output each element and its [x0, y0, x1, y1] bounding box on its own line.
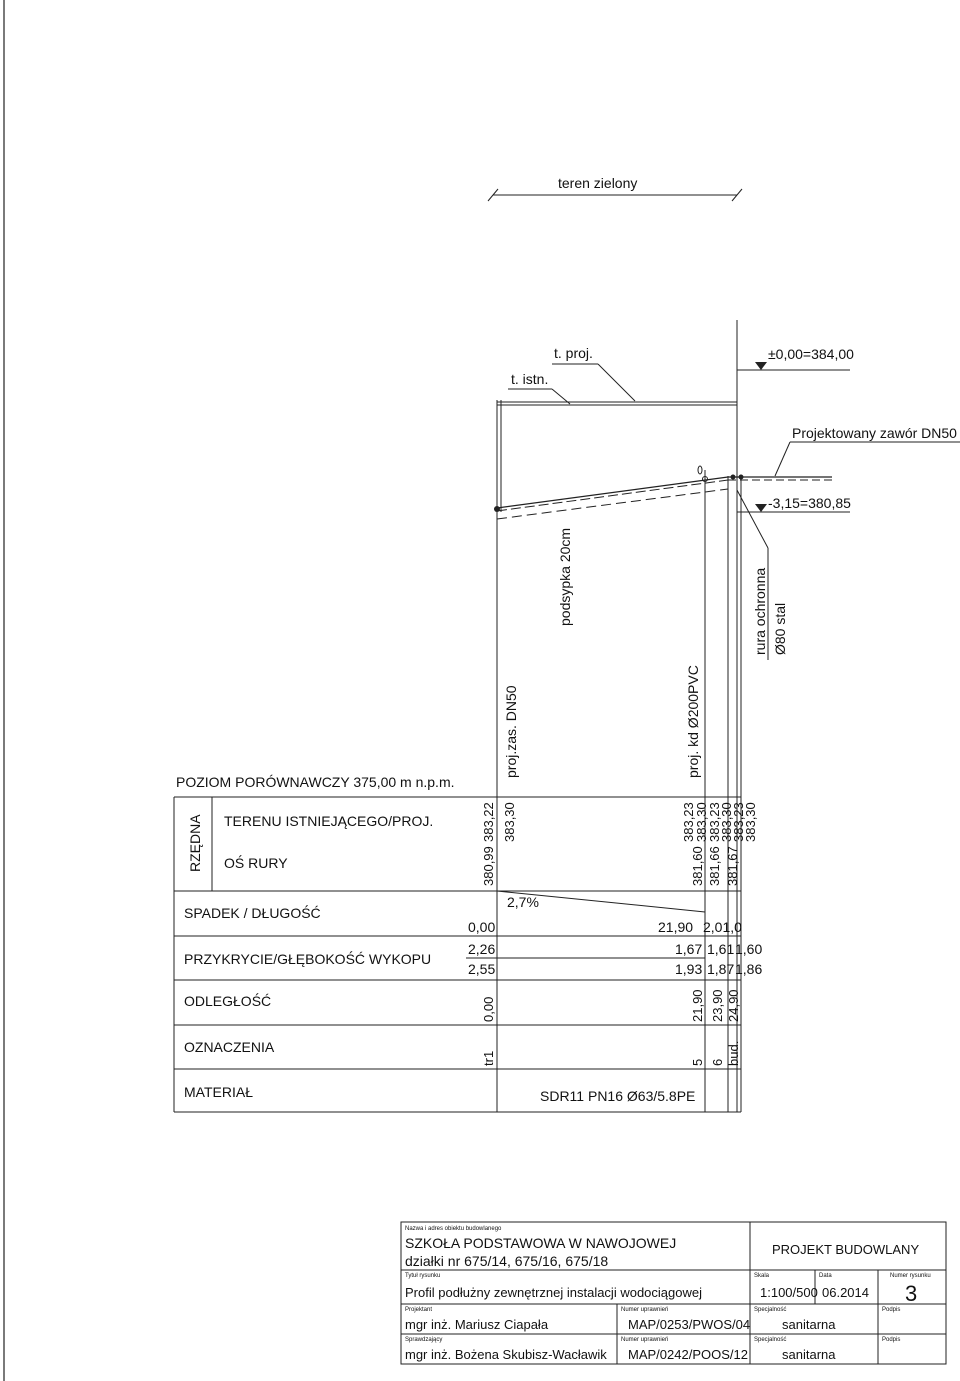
tytul-label: Tytuł rysunku: [405, 1273, 441, 1279]
ozn4: bud.: [726, 1040, 741, 1066]
rz3-t2: 383,30: [719, 802, 734, 842]
proj-kd-label: proj. kd Ø200PVC: [685, 665, 701, 778]
nr-value: 3: [905, 1281, 918, 1306]
rz3-t: 383,23: [707, 802, 722, 842]
len-start: 0,00: [468, 919, 496, 935]
rz1-t2: 383,30: [502, 802, 517, 842]
podsypka-label: podsypka 20cm: [557, 527, 573, 626]
terrain-label: teren zielony: [558, 175, 638, 191]
gl2: 1,93: [675, 961, 703, 977]
material-value: SDR11 PN16 Ø63/5.8PE: [540, 1088, 696, 1104]
upr1-value: MAP/0253/PWOS/04: [628, 1317, 751, 1332]
len-mid: 21,90: [658, 919, 694, 935]
terenu-label: TERENU ISTNIEJĄCEGO/PROJ.: [224, 813, 434, 829]
rz4-t: 383,23: [731, 802, 746, 842]
skala-label: Skala: [754, 1273, 770, 1279]
bottom-level-label: -3,15=380,85: [768, 495, 851, 511]
slope-value: 2,7%: [507, 894, 539, 910]
pipe-profile: [494, 466, 832, 519]
gl1: 2,55: [468, 961, 496, 977]
sprawdzajacy-label: Sprawdzający: [405, 1337, 443, 1343]
t-istn-label: t. istn.: [511, 371, 549, 387]
poziom-label: POZIOM PORÓWNAWCZY 375,00 m n.p.m.: [176, 774, 455, 790]
odl1: 0,00: [481, 996, 496, 1022]
rz1-t1: 383,22: [481, 802, 496, 842]
tytul-value: Profil podłużny zewnętrznej instalacji wodociągowej: [405, 1285, 702, 1300]
spec1-label: Specjalność: [754, 1307, 787, 1313]
rz3-os: 381,66: [707, 846, 722, 886]
ozn2: 5: [690, 1058, 705, 1066]
odl4: 24,90: [726, 989, 741, 1022]
rz2-t2: 383,30: [694, 802, 709, 842]
prz3: 1,61: [707, 941, 735, 957]
zero-level-label: ±0,00=384,00: [768, 346, 854, 362]
projektant-label: Projektant: [405, 1307, 433, 1313]
terrain-dimension: [488, 175, 742, 201]
upr2-label: Numer uprawnień: [621, 1337, 669, 1343]
spec2-label: Specjalność: [754, 1337, 787, 1343]
valve-label: Projektowany zawór DN50: [792, 425, 957, 441]
rz2-t: 383,23: [681, 802, 696, 842]
obiekt-name: SZKOŁA PODSTAWOWA W NAWOJOWEJ: [405, 1235, 677, 1251]
gl3: 1,87: [707, 961, 735, 977]
prz1: 2,26: [468, 941, 496, 957]
spadek-label: SPADEK / DŁUGOŚĆ: [184, 905, 321, 921]
upr2-value: MAP/0242/POOS/12: [628, 1347, 748, 1362]
material-label: MATERIAŁ: [184, 1084, 253, 1100]
podpis1-label: Podpis: [882, 1307, 901, 1313]
len-right: 2,01,0: [703, 919, 742, 935]
obiekt-label: Nazwa i adres obiektu budowlanego: [405, 1226, 502, 1232]
rura-stal-label: Ø80 stal: [772, 602, 788, 655]
ozn3: 6: [710, 1058, 725, 1066]
data-label: Data: [819, 1273, 832, 1279]
spec2-value: sanitarna: [782, 1347, 836, 1362]
upr1-label: Numer uprawnień: [621, 1307, 669, 1313]
rz1-os: 380,99: [481, 846, 496, 886]
rz2-os: 381,60: [690, 846, 705, 886]
nr-label: Numer rysunku: [890, 1273, 931, 1279]
sprawdzajacy-value: mgr inż. Bożena Skubisz-Wacławik: [405, 1347, 607, 1362]
proj-zas-label: proj.zas. DN50: [503, 685, 519, 778]
prz2: 1,67: [675, 941, 703, 957]
prz4: 1,60: [735, 941, 763, 957]
os-rury-label: OŚ RURY: [224, 855, 288, 871]
projekt-type: PROJEKT BUDOWLANY: [772, 1242, 920, 1257]
podpis2-label: Podpis: [882, 1337, 901, 1343]
rura-ochronna-label: rura ochronna: [752, 567, 768, 655]
obiekt-dzialki: działki nr 675/14, 675/16, 675/18: [405, 1253, 609, 1269]
przykrycie-label: PRZYKRYCIE/GŁĘBOKOŚĆ WYKOPU: [184, 951, 432, 967]
spec1-value: sanitarna: [782, 1317, 836, 1332]
odleglosc-label: ODLEGŁOŚĆ: [184, 993, 272, 1009]
projektant-value: mgr inż. Mariusz Ciapała: [405, 1317, 549, 1332]
odl3: 23,90: [710, 989, 725, 1022]
rzedna-label: RZĘDNA: [187, 814, 203, 872]
data-value: 06.2014: [822, 1285, 869, 1300]
odl2: 21,90: [690, 989, 705, 1022]
t-proj-label: t. proj.: [554, 345, 593, 361]
rz4-t2: 383,30: [743, 802, 758, 842]
gl4: 1,86: [735, 961, 763, 977]
skala-value: 1:100/500: [760, 1285, 818, 1300]
ozn1: tr1: [481, 1050, 496, 1066]
oznaczenia-label: OZNACZENIA: [184, 1039, 275, 1055]
rz4-os: 381,67: [725, 846, 740, 886]
